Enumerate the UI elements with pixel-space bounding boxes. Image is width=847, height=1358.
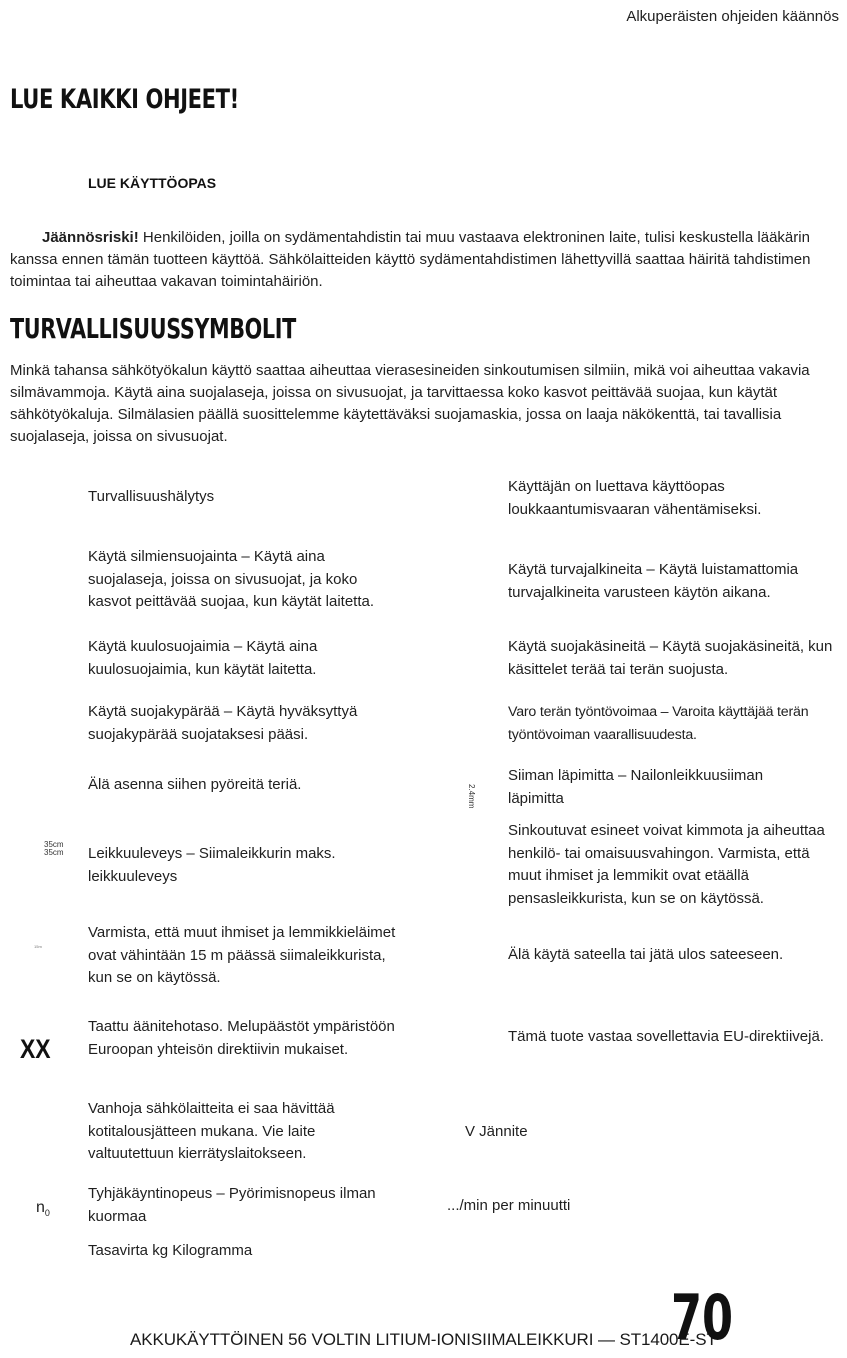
symbol-blade-thrust: Varo terän työntövoimaa – Varoita käyttäjää terän työntövoiman vaarallisuudesta. <box>508 704 809 743</box>
sound-level-icon: XX <box>20 1034 51 1064</box>
symbol-safety-alert: Turvallisuushälytys <box>88 488 215 505</box>
symbol-safety-footwear: Käytä turvajalkineita – Käytä luistamattomia turvajalkineita varusteen käytön aikana. <box>508 561 799 601</box>
safety-symbols-heading: TURVALLISUUSSYMBOLIT <box>10 312 296 345</box>
symbol-thrown-objects: Sinkoutuvat esineet voivat kimmota ja aiheuttaa henkilö- tai omaisuusvahingon. Varmista, että muut ihmiset ja lemmikit ovat etäällä pensasleikkurista, kun se on käytössä. <box>508 822 825 907</box>
manual-subheading: LUE KÄYTTÖOPAS <box>88 175 217 191</box>
symbol-cutting-width: Leikkuuleveys – Siimaleikkurin maks. leikkuuleveys <box>88 845 336 885</box>
distance-icon: 15m <box>34 944 42 949</box>
symbol-keep-distance: Varmista, että muut ihmiset ja lemmikkieläimet ovat vähintään 15 m päässä siimaleikkurista, kun se on käytössä. <box>88 924 396 986</box>
symbol-line-diameter: Siiman läpimitta – Nailonleikkuusiiman läpimitta <box>508 767 764 807</box>
symbol-eu-conformity: Tämä tuote vastaa sovellettavia EU-direktiivejä. <box>508 1028 824 1045</box>
symbol-voltage: V Jännite <box>465 1123 528 1140</box>
symbol-read-manual: Käyttäjän on luettava käyttöopas loukkaantumisvaaran vähentämiseksi. <box>508 478 762 518</box>
symbol-no-load-speed: Tyhjäkäyntinopeus – Pyörimisnopeus ilman kuormaa <box>88 1185 376 1225</box>
page-heading: LUE KAIKKI OHJEET! <box>10 84 239 115</box>
translation-note: Alkuperäisten ohjeiden käännös <box>626 8 839 25</box>
symbol-weee: Vanhoja sähkölaitteita ei saa hävittää kotitalousjätteen mukana. Vie laite valtuutettuun kierrätyslaitokseen. <box>88 1100 335 1162</box>
cutting-width-icon: 35cm 35cm <box>44 840 64 857</box>
safety-intro-paragraph: Minkä tahansa sähkötyökalun käyttö saattaa aiheuttaa vierasesineiden sinkoutumisen silmiin, mikä voi aiheuttaa vakavia silmävammoja. Käytä aina suojalaseja, joissa on sivusuojat, ja tarvittaessa koko kasvot peittävää suojaa, kun käytät sähkötyökaluja. Silmälasien päällä suosittelemme käytettäväksi suojamaskia, jossa on laaja näkökenttä, tai tavallisia suojalaseja, joissa on sivusuojat. <box>10 362 810 445</box>
symbol-dc-kg: Tasavirta kg Kilogramma <box>88 1242 253 1259</box>
symbol-gloves: Käytä suojakäsineitä – Käytä suojakäsineitä, kun käsittelet terää tai terän suojusta. <box>508 638 833 678</box>
symbol-eye-protection: Käytä silmiensuojainta – Käytä aina suojalaseja, joissa on sivusuojat, ja koko kasvot peittävää suojaa, kun käytät laitetta. <box>88 548 375 610</box>
symbol-head-protection: Käytä suojakypärää – Käytä hyväksyttyä suojakypärää suojataksesi pääsi. <box>88 703 358 743</box>
no-load-speed-icon: $n_0$ <box>36 1199 50 1219</box>
residual-risk-text: Henkilöiden, joilla on sydämentahdistin tai muu vastaava elektroninen laite, tulisi keskustella lääkärin kanssa ennen tämän tuotteen käyttöä. Sähkölaitteiden käyttö sydämentahdistimen lähettyvillä saattaa häiritä tahdistimen toimintaa tai aiheuttaa vakavan toimintahäiriön. <box>10 229 811 290</box>
symbol-no-rain: Älä käytä sateella tai jätä ulos sateeseen. <box>508 946 784 963</box>
footer-product-name: AKKUKÄYTTÖINEN 56 VOLTIN LITIUM-IONISIIMALEIKKURI — ST1400E-ST <box>130 1330 717 1349</box>
page-number: 70 <box>671 1281 734 1354</box>
line-diameter-icon: 2.4mm <box>467 784 476 809</box>
residual-risk-paragraph <box>10 227 835 293</box>
symbol-hearing-protection: Käytä kuulosuojaimia – Käytä aina kuulosuojaimia, kun käytät laitetta. <box>88 638 318 678</box>
symbol-no-blades: Älä asenna siihen pyöreitä teriä. <box>88 776 302 793</box>
symbol-per-minute: .../min per minuutti <box>447 1197 571 1214</box>
symbol-sound-level: Taattu äänitehotaso. Melupäästöt ympäristöön Euroopan yhteisön direktiivin mukaiset. <box>88 1018 395 1058</box>
residual-risk-label: Jäännösriski! <box>42 229 139 246</box>
